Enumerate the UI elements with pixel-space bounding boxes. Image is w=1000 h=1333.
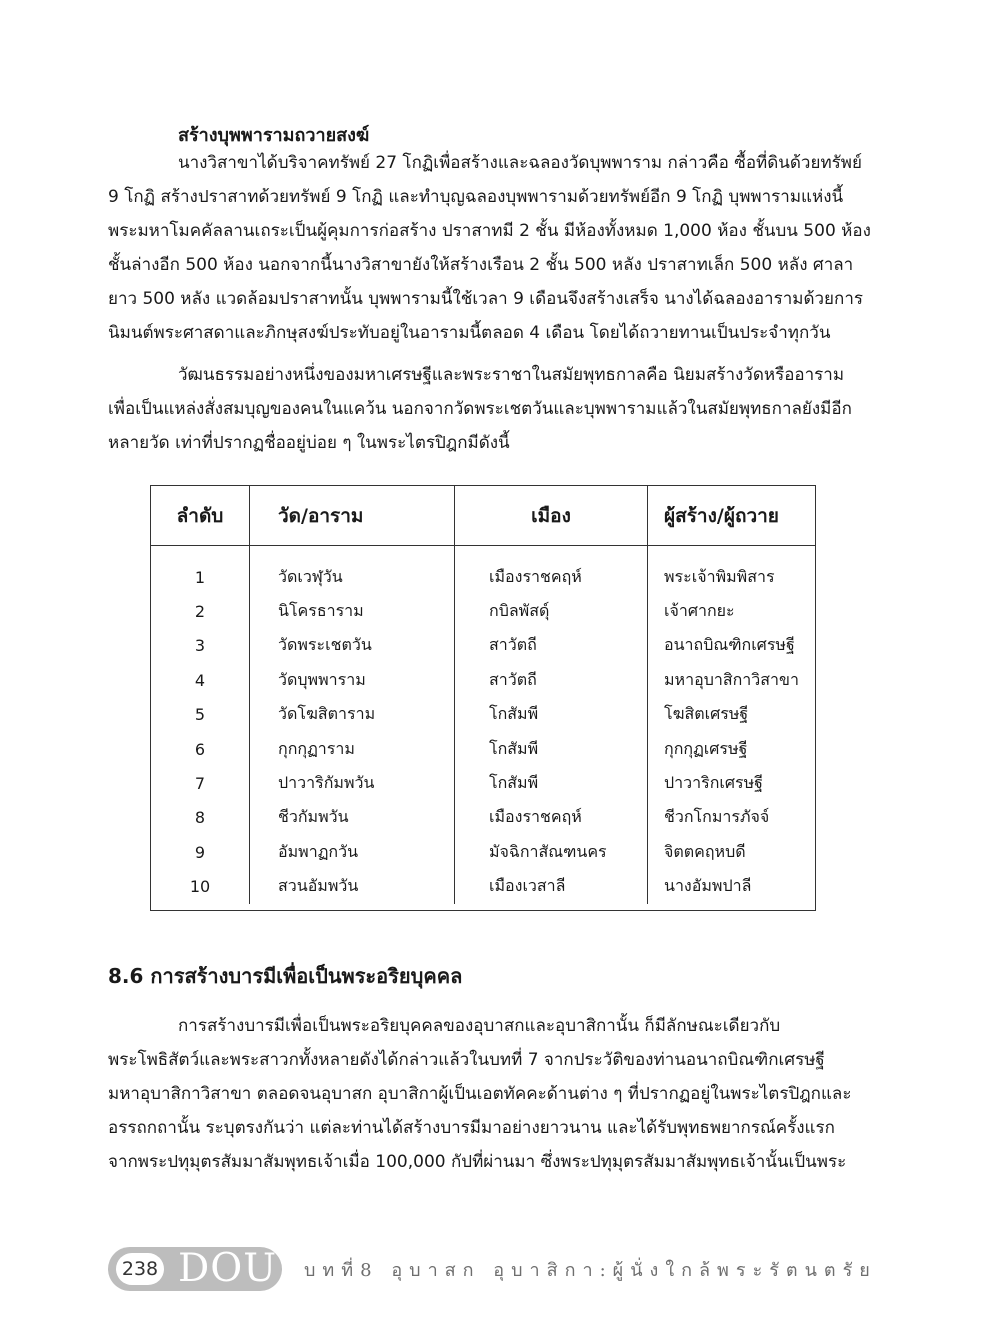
cell-builder: โฆสิตเศรษฐี [664, 704, 749, 724]
text-line: หลายวัด เท่าที่ปรากฏชื่ออยู่บ่อย ๆ ในพระไตรปิฎกมีดังนี้ [108, 433, 510, 453]
text-line: การสร้างบารมีเพื่อเป็นพระอริยบุคคลของอุบาสกและอุบาสิกานั้น ก็มีลักษณะเดียวกับ [178, 1016, 781, 1036]
paragraph-pubbaram [108, 146, 884, 350]
table-row [151, 835, 815, 869]
cell-temple: วัดบุพพาราม [250, 663, 455, 697]
cell-city: โกสัมพี [455, 732, 648, 766]
cell-temple: อัมพาฏกวัน [250, 835, 455, 869]
table-row [151, 766, 815, 800]
table-header-row [151, 486, 815, 546]
table-row [151, 629, 815, 663]
text-line: วัฒนธรรมอย่างหนึ่งของมหาเศรษฐีและพระราชาในสมัยพุทธกาลคือ นิยมสร้างวัดหรืออาราม [178, 365, 845, 385]
cell-number: 2 [151, 594, 250, 628]
text-line: จากพระปทุมุตรสัมมาสัมพุทธเจ้าเมื่อ 100,000 กัปที่ผ่านมา ซึ่งพระปทุมุตรสัมมาสัมพุทธเจ้านั้นเป็นพระ [108, 1152, 847, 1172]
dou-logo: DOU [178, 1246, 278, 1291]
text-line: นิมนต์พระศาสดาและภิกษุสงฆ์ประทับอยู่ในอารามนี้ตลอด 4 เดือน โดยได้ถวายทานเป็นประจำทุกวัน [108, 323, 831, 343]
header-builder: ผู้สร้าง/ผู้ถวาย [648, 486, 816, 546]
paragraph-culture [108, 358, 884, 460]
section-heading-pubbaram: สร้างบุพพารามถวายสงฆ์ [178, 125, 370, 146]
cell-city: สาวัตถี [455, 663, 648, 697]
cell-builder: จิตตคฤหบดี [664, 841, 746, 861]
cell-city: โกสัมพี [455, 766, 648, 800]
cell-temple: ปาวาริกัมพวัน [250, 766, 455, 800]
cell-builder: ชีวกโกมารภัจจ์ [664, 807, 770, 827]
cell-temple: นิโครธาราม [250, 594, 455, 628]
page-footer [108, 1247, 898, 1291]
table-body [151, 546, 815, 904]
table-row [151, 594, 815, 628]
page-number: 238 [116, 1253, 164, 1285]
table-row [151, 801, 815, 835]
cell-temple: วัดโฆสิตาราม [250, 698, 455, 732]
cell-temple: วัดเวฬุวัน [250, 546, 455, 595]
temples-table [150, 485, 816, 911]
table-row [151, 546, 815, 595]
cell-number: 5 [151, 698, 250, 732]
cell-temple: วัดพระเชตวัน [250, 629, 455, 663]
chapter-title: บทที่8 อุบาสก อุบาสิกา:ผู้นั่งใกล้พระรัตนตรัย [304, 1260, 877, 1281]
cell-city: เมืองราชคฤห์ [455, 801, 648, 835]
text-line: พระโพธิสัตว์และพระสาวกทั้งหลายดังได้กล่าวแล้วในบทที่ 7 จากประวัติของท่านอนาถบิณฑิกเศรษฐี [108, 1050, 825, 1070]
cell-builder: เจ้าศากยะ [664, 601, 735, 621]
cell-city: มัจฉิกาสัณฑนคร [455, 835, 648, 869]
cell-number: 7 [151, 766, 250, 800]
text-line: เพื่อเป็นแหล่งสั่งสมบุญของคนในแคว้น นอกจากวัดพระเชตวันและบุพพารามแล้วในสมัยพุทธกาลยังมีอีก [108, 399, 852, 419]
cell-builder: อนาถบิณฑิกเศรษฐี [664, 635, 795, 655]
text-line: ยาว 500 หลัง แวดล้อมปราสาทนั้น บุพพารามนี้ใช้เวลา 9 เดือนจึงสร้างเสร็จ นางได้ฉลองอารามด้วยการ [108, 289, 863, 309]
cell-city: โกสัมพี [455, 698, 648, 732]
text-line: นางวิสาขาได้บริจาคทรัพย์ 27 โกฏิเพื่อสร้างและฉลองวัดบุพพาราม กล่าวคือ ซื้อที่ดินด้วยทรัพย์ [178, 153, 862, 173]
cell-temple: สวนอัมพวัน [250, 870, 455, 904]
text-line: พระมหาโมคคัลลานเถระเป็นผู้คุมการก่อสร้าง ปราสาทมี 2 ชั้น มีห้องทั้งหมด 1,000 ห้อง ชั้นบน 500 ห้อง [108, 221, 871, 241]
footer-badge [108, 1247, 282, 1291]
cell-builder: พระเจ้าพิมพิสาร [664, 566, 775, 586]
table-row [151, 698, 815, 732]
header-temple: วัด/อาราม [250, 486, 455, 546]
cell-builder: มหาอุบาสิกาวิสาขา [664, 669, 799, 689]
cell-city: เมืองเวสาลี [455, 870, 648, 904]
cell-temple: กุกกุฏาราม [250, 732, 455, 766]
section-heading-8-6: 8.6 การสร้างบารมีเพื่อเป็นพระอริยบุคคล [108, 964, 463, 988]
table-row [151, 870, 815, 904]
header-city: เมือง [455, 486, 648, 546]
cell-number: 4 [151, 663, 250, 697]
cell-builder: ปาวาริกเศรษฐี [664, 773, 763, 793]
cell-number: 9 [151, 835, 250, 869]
table-row [151, 663, 815, 697]
text-line: มหาอุบาสิกาวิสาขา ตลอดจนอุบาสก อุบาสิกาผู้เป็นเอตทัคคะด้านต่าง ๆ ที่ปรากฏอยู่ในพระไตรปิฎกและ [108, 1084, 852, 1104]
cell-number: 3 [151, 629, 250, 663]
cell-city: สาวัตถี [455, 629, 648, 663]
cell-number: 1 [151, 546, 250, 595]
header-number: ลำดับ [151, 486, 250, 546]
cell-city: เมืองราชคฤห์ [455, 546, 648, 595]
cell-builder: กุกกุฏเศรษฐี [664, 738, 748, 758]
cell-number: 8 [151, 801, 250, 835]
cell-number: 10 [151, 870, 250, 904]
cell-temple: ชีวกัมพวัน [250, 801, 455, 835]
cell-number: 6 [151, 732, 250, 766]
text-line: 9 โกฏิ สร้างปราสาทด้วยทรัพย์ 9 โกฏิ และทำบุญฉลองบุพพารามด้วยทรัพย์อีก 9 โกฏิ บุพพารามแห่งนี้ [108, 187, 844, 207]
paragraph-noble-perfection [108, 1009, 884, 1179]
table-row [151, 732, 815, 766]
cell-builder: นางอัมพปาลี [664, 876, 752, 896]
text-line: อรรถกถานั้น ระบุตรงกันว่า แต่ละท่านได้สร้างบารมีมาอย่างยาวนาน และได้รับพุทธพยากรณ์ครั้งแรก [108, 1118, 835, 1138]
text-line: ชั้นล่างอีก 500 ห้อง นอกจากนี้นางวิสาขายังให้สร้างเรือน 2 ชั้น 500 หลัง ปราสาทเล็ก 500 หลัง ศาลา [108, 255, 854, 275]
cell-city: กบิลพัสดุ์ [455, 594, 648, 628]
